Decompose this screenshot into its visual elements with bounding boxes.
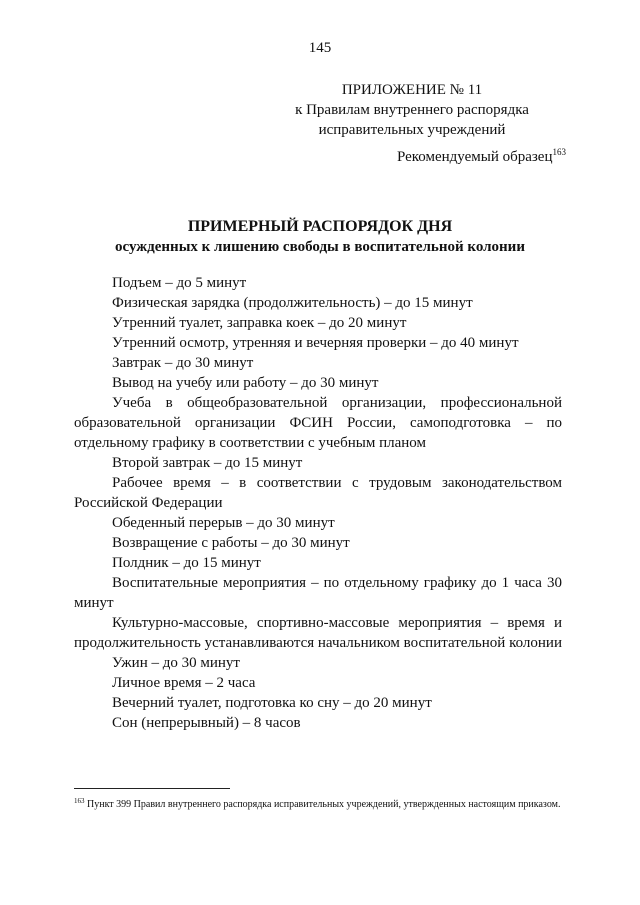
page-number: 145 bbox=[308, 40, 332, 56]
schedule-item: Утренний туалет, заправка коек – до 20 минут bbox=[112, 315, 407, 331]
schedule-item: Рабочее время – в соответствии с трудовым законодательством Российской Федерации bbox=[74, 475, 562, 511]
schedule-item: Вечерний туалет, подготовка ко сну – до 20 минут bbox=[112, 695, 432, 711]
schedule-item: Воспитательные мероприятия – по отдельному графику до 1 часа 30 минут bbox=[74, 575, 562, 611]
footnote-divider bbox=[74, 788, 230, 789]
schedule-item: Полдник – до 15 минут bbox=[112, 555, 261, 571]
schedule-item: Второй завтрак – до 15 минут bbox=[112, 455, 303, 471]
footnote-reference: 163 bbox=[552, 147, 566, 157]
footnote-number: 163 bbox=[74, 797, 85, 805]
schedule-item: Личное время – 2 часа bbox=[112, 675, 256, 691]
schedule-item: Сон (непрерывный) – 8 часов bbox=[112, 715, 301, 731]
schedule-item: Физическая зарядка (продолжительность) – до 15 минут bbox=[112, 295, 473, 311]
recommended-sample-label bbox=[397, 147, 566, 166]
schedule-item: Ужин – до 30 минут bbox=[112, 655, 240, 671]
appendix-header bbox=[262, 80, 562, 140]
schedule-item: Вывод на учебу или работу – до 30 минут bbox=[112, 375, 379, 391]
schedule-item: Завтрак – до 30 минут bbox=[112, 355, 254, 371]
document-subtitle: осужденных к лишению свободы в воспитательной колонии bbox=[115, 239, 525, 255]
appendix-subtitle-line-1: к Правилам внутреннего распорядка bbox=[295, 102, 529, 118]
appendix-title: ПРИЛОЖЕНИЕ № 11 bbox=[341, 82, 483, 98]
schedule-item: Культурно-массовые, спортивно-массовые мероприятия – время и продолжительность устанавливаются начальником воспитательной колонии bbox=[74, 615, 562, 651]
sample-label-text: Рекомендуемый образец bbox=[396, 149, 553, 165]
schedule-item: Подъем – до 5 минут bbox=[112, 275, 247, 291]
schedule-item: Учеба в общеобразовательной организации, профессиональной образовательной организации ФСИН России, самоподготовка – по отдельному графику в соответствии с учебным планом bbox=[74, 395, 562, 451]
schedule-item: Обеденный перерыв – до 30 минут bbox=[112, 515, 335, 531]
daily-schedule-list bbox=[74, 273, 562, 733]
schedule-item: Возвращение с работы – до 30 минут bbox=[112, 535, 350, 551]
schedule-item: Утренний осмотр, утренняя и вечерняя проверки – до 40 минут bbox=[112, 335, 519, 351]
document-title: ПРИМЕРНЫЙ РАСПОРЯДОК ДНЯ bbox=[187, 218, 453, 235]
appendix-subtitle-line-2: исправительных учреждений bbox=[318, 122, 506, 138]
footnote-text: Пункт 399 Правил внутреннего распорядка исправительных учреждений, утвержденных настоящим приказом. bbox=[87, 799, 561, 810]
footnote bbox=[74, 794, 566, 812]
